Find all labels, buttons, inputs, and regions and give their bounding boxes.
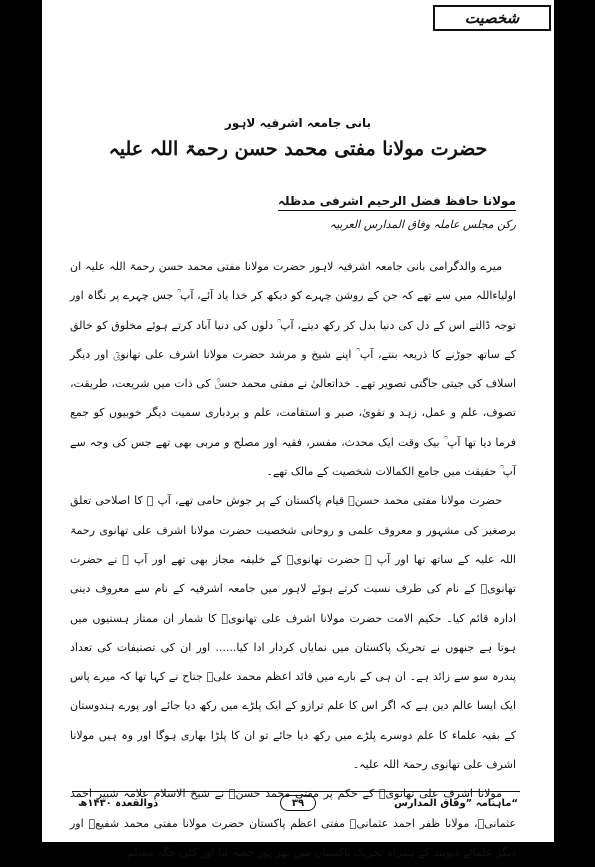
footer-magazine-name: ماہنامہ ”وفاق المدارس“ [394,798,518,809]
article-title: حضرت مولانا مفتی محمد حسن رحمۃ اللہ علیہ [108,138,488,160]
paragraph: حضرت مولانا مفتی محمد حسنؒ قیام پاکستان کے پر جوش حامی تھے، آپ ؒ کا اصلاحی تعلق برصغیر کی مشہور و معروف علمی و روحانی شخصیت حضرت مولانا اشرف علی تھانوی رحمۃ اللہ علیہ کے ساتھ تھا اور آپ ؒ حضرت تھانویؒ کے خلیفہ مجاز بھی تھے اور آپ ؒ نے حضرت تھانویؒ کے نام کی طرف نسبت کرتے ہوئے لاہور میں جامعہ اشرفیہ کے نام سے معروف دینی ادارہ قائم کیا۔ حکیم الامت حضرت مولانا اشرف علی تھانویؒ کا شمار ان ممتاز ہستیوں میں ہوتا ہے جنھوں نے تحریک پاکستان میں نمایاں کردار ادا کیا...... اور ان کی تصنیفات کی تعداد پندرہ سو سے زائد ہے۔ ان ہی کے بارے میں قائد اعظم محمد علیؒ جناح نے کہا تھا کہ میرے پاس ایک ایسا عالم دین ہے کہ اگر اس کا علم ترازو کے ایک پلڑے میں رکھ دیا جائے اور پورے ہندوستان کے بقیہ علماء کا علم دوسرے پلڑے میں رکھ دیا جائے تو ان کا پلڑا بھاری ہوگا اور وہ ہیں مولانا اشرف علی تھانوی رحمۃ اللہ علیہ۔ [70,494,516,772]
paragraph: مولانا اشرف علی تھانویؒ کے حکم پر مفتی محمد حسنؒ نے شیخ الاسلام علامہ شبیر احمد عثمانیؒ، مولانا ظفر احمد عثمانیؒ مفتی اعظم پاکستان حضرت مولانا مفتی محمد شفیعؒ اور دیگر علمائے دیوبند کے ہمراہ تحریک پاکستان میں بھر پور حصہ لیا اور کئی جگہ مسلم [70,787,516,859]
section-label: شخصیت [433,5,551,31]
footer-divider [72,791,520,792]
paragraph: میرے والدگرامی بانی جامعہ اشرفیہ لاہور حضرت مولانا مفتی محمد حسن رحمۃ اللہ علیہ ان اولیاءاللہ میں سے تھے کہ جن کے روشن چہرے کو دیکھ کر خدا یاد آئے، آپ ؒ جس چہرے پر نگاہ اور توجہ ڈالتے اس کے دل کی دنیا بدل کر رکھ دیتے، آپ ؒ دلوں کی دنیا آباد کرتے ہوئے مخلوق کو خالق کے ساتھ جوڑنے کا ذریعہ بنتے، آپ ؒ اپنے شیخ و مرشد حضرت مولانا اشرف علی تھانویؒ اور دیگر اسلاف کی جیتی جاگتی تصویر تھے۔ خداتعالیٰ نے مفتی محمد حسنؒ کی ذات میں شریعت، طریقت، تصوف، علم و عمل، زہد و تقویٰ، صبر و استقامت، علم و بردباری سمیت دیگر خوبیوں کو جمع فرما دیا تھا آپ ؒ بیک وقت ایک محدث، مفسر، فقیہ اور مصلح و مربی بھی تھے جس کی وجہ سے آپ ؒ حقیقت میں جامع الکمالات شخصیت کے مالک تھے۔ [70,260,516,479]
author-designation: رکن مجلس عاملہ وفاق المدارس العربیہ [329,218,516,231]
founder-line: بانی جامعہ اشرفیہ لاہور [224,116,372,130]
author-name: مولانا حافظ فضل الرحیم اشرفی مدظلہ [278,194,516,211]
magazine-page [42,0,554,859]
page-number: ۳۹ [280,795,316,811]
footer-date: ذوالقعدہ ۱۴۳۰ھ [78,798,159,809]
article-body [70,252,516,867]
